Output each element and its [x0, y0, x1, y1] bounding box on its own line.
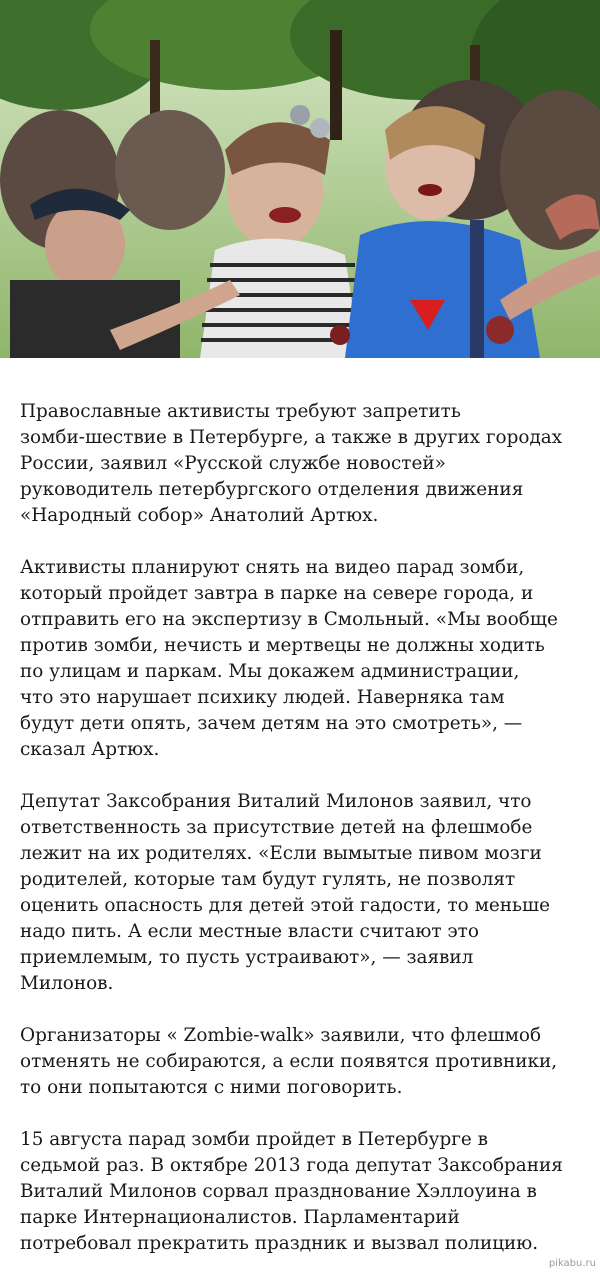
paragraph-line: отправить его на экспертизу в Смольный. «Мы вообще [20, 609, 558, 630]
article-body [20, 399, 592, 1283]
paragraph-line: что это нарушает психику людей. Наверняка там [20, 687, 505, 708]
paragraph-line: Виталий Милонов сорвал празднование Хэллоуина в [20, 1181, 537, 1202]
article-paragraph [20, 1127, 592, 1257]
paragraph-line: то они попытаются с ними поговорить. [20, 1077, 403, 1098]
paragraph-line: Активисты планируют снять на видео парад зомби, [20, 557, 525, 578]
paragraph-line: отменять не собираются, а если появятся противники, [20, 1051, 558, 1072]
paragraph-line: Организаторы « Zombie-walk» заявили, что флешмоб [20, 1025, 542, 1046]
article-paragraph [20, 789, 592, 997]
paragraph-line: Православные активисты требуют запретить [20, 401, 461, 422]
paragraph-line: который пройдет завтра в парке на севере города, и [20, 583, 534, 604]
paragraph-line: потребовал прекратить праздник и вызвал полицию. [20, 1233, 539, 1254]
paragraph-line: лежит на их родителях. «Если вымытые пивом мозги [20, 843, 542, 864]
paragraph-line: по улицам и паркам. Мы докажем администрации, [20, 661, 520, 682]
paragraph-line: родителей, которые там будут гулять, не позволят [20, 869, 516, 890]
paragraph-line: оценить опасность для детей этой гадости, то меньше [20, 895, 551, 916]
paragraph-line: руководитель петербургского отделения движения [20, 479, 524, 500]
article-paragraph [20, 555, 592, 763]
pikabu-watermark: pikabu.ru [548, 1258, 596, 1269]
article-paragraph [20, 399, 592, 529]
paragraph-line: сказал Артюх. [20, 739, 160, 760]
paragraph-line: будут дети опять, зачем детям на это смотреть», — [20, 713, 523, 734]
paragraph-line: приемлемым, то пусть устраивают», — заявил [20, 947, 474, 968]
paragraph-line: зомби-шествие в Петербурге, а также в других городах [20, 427, 563, 448]
paragraph-line: «Народный собор» Анатолий Артюх. [20, 505, 379, 526]
paragraph-line: 15 августа парад зомби пройдет в Петербурге в [20, 1129, 488, 1150]
paragraph-line: надо пить. А если местные власти считают это [20, 921, 479, 942]
paragraph-line: против зомби, нечисть и мертвецы не должны ходить [20, 635, 545, 656]
paragraph-line: парке Интернационалистов. Парламентарий [20, 1207, 460, 1228]
paragraph-line: седьмой раз. В октябре 2013 года депутат Заксобрания [20, 1155, 563, 1176]
paragraph-line: ответственность за присутствие детей на флешмобе [20, 817, 533, 838]
paragraph-line: Милонов. [20, 973, 114, 994]
article-paragraph [20, 1023, 592, 1101]
zombie-walk-photo [0, 0, 600, 358]
paragraph-line: Депутат Заксобрания Виталий Милонов заявил, что [20, 791, 532, 812]
paragraph-line: России, заявил «Русской службе новостей» [20, 453, 446, 474]
